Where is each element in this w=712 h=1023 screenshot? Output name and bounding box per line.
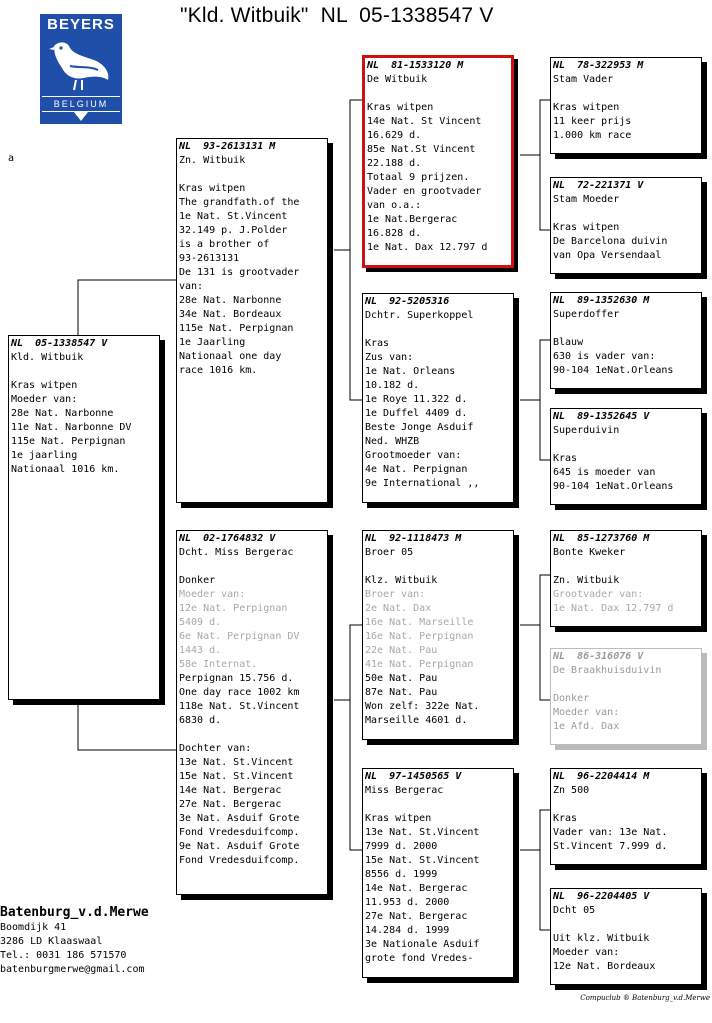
card-line: Fond Vredesduifcomp. xyxy=(179,855,300,866)
pedigree-card-dam-dam xyxy=(362,768,514,978)
card-line: 87e Nat. Pau xyxy=(365,687,438,698)
card-line: 1.000 km race xyxy=(553,130,632,141)
card-line: race 1016 km. xyxy=(179,365,258,376)
card-line xyxy=(553,678,699,692)
card-line: 11.953 d. 2000 xyxy=(365,897,450,908)
card-line: 12e Nat. Bordeaux xyxy=(553,961,656,972)
pigeon-name: Broer 05 xyxy=(365,547,414,558)
card-line: Kras witpen xyxy=(553,222,620,233)
card-line: 15e Nat. St.Vincent xyxy=(365,855,480,866)
card-line xyxy=(179,728,325,742)
logo-top-text: BEYERS xyxy=(47,16,115,33)
logo-band-text: BELGIUM xyxy=(42,96,120,112)
card-line: 1e Duffel 4409 d. xyxy=(365,408,468,419)
pigeon-name: De Braakhuisduivin xyxy=(553,665,662,676)
ring-number: NL 05-1338547 V xyxy=(11,338,108,349)
card-line: 14e Nat. St Vincent xyxy=(367,116,482,127)
card-line: Kras witpen xyxy=(365,813,432,824)
card-line: 22.188 d. xyxy=(367,158,422,169)
card-line: Nationaal 1016 km. xyxy=(11,464,120,475)
card-line: 14e Nat. Bergerac xyxy=(179,785,282,796)
card-line: 85e Nat.St Vincent xyxy=(367,144,476,155)
card-line: De 131 is grootvader xyxy=(179,267,300,278)
card-line-gray: 16e Nat. Perpignan xyxy=(365,631,474,642)
card-line: 645 is moeder van xyxy=(553,467,656,478)
card-line: 15e Nat. St.Vincent xyxy=(179,771,294,782)
ring-number: NL 92-5205316 xyxy=(365,296,450,307)
card-line: Kras witpen xyxy=(367,102,434,113)
pigeon-name: Superduivin xyxy=(553,425,620,436)
card-line: Vader van: 13e Nat. xyxy=(553,827,668,838)
card-line: The grandfath.of the xyxy=(179,197,300,208)
card-line-gray: 16e Nat. Marseille xyxy=(365,617,474,628)
card-line: 7999 d. 2000 xyxy=(365,841,438,852)
pigeon-name: Superdoffer xyxy=(553,309,620,320)
card-line: 3e Nationale Asduif xyxy=(365,939,480,950)
card-line: Moeder van: xyxy=(553,947,620,958)
card-line: 14e Nat. Bergerac xyxy=(365,883,468,894)
pedigree-card-sire xyxy=(176,138,328,503)
card-line: 16.828 d. xyxy=(367,228,422,239)
card-line: 93-2613131 xyxy=(179,253,240,264)
ring-number: NL 92-1118473 M xyxy=(365,533,462,544)
card-line: 8556 d. 1999 xyxy=(365,869,438,880)
card-line: 27e Nat. Bergerac xyxy=(365,911,468,922)
pedigree-card-dsd xyxy=(550,648,702,745)
card-line: Moeder van: xyxy=(553,707,620,718)
card-line: Kras witpen xyxy=(179,183,246,194)
card-line: is a brother of xyxy=(179,239,270,250)
card-line: Kras witpen xyxy=(553,102,620,113)
card-line-gray: 1443 d. xyxy=(179,645,222,656)
pedigree-card-sire-dam xyxy=(362,293,514,503)
card-line: St.Vincent 7.999 d. xyxy=(553,841,668,852)
card-line: Won zelf: 322e Nat. xyxy=(365,701,480,712)
pedigree-card-subject xyxy=(8,335,160,700)
card-line: 28e Nat. Narbonne xyxy=(11,408,114,419)
pedigree-card-ssd xyxy=(550,177,702,274)
pigeon-name: De Witbuik xyxy=(367,74,428,85)
card-line: Ned. WHZB xyxy=(365,436,420,447)
card-line: 1e Nat.Bergerac xyxy=(367,214,458,225)
card-line: 27e Nat. Bergerac xyxy=(179,799,282,810)
card-line-gray: Grootvader van: xyxy=(553,589,644,600)
card-line: 90-104 1eNat.Orleans xyxy=(553,365,674,376)
ring-number: NL 89-1352630 M xyxy=(553,295,650,306)
ring-number: NL 89-1352645 V xyxy=(553,411,650,422)
card-line: 10.182 d. xyxy=(365,380,420,391)
card-line: Dochter van: xyxy=(179,743,252,754)
card-line: 1e Nat. St.Vincent xyxy=(179,211,288,222)
card-line xyxy=(553,560,699,574)
pigeon-name: Dcht. Miss Bergerac xyxy=(179,547,294,558)
ring-number: NL 96-2204405 V xyxy=(553,891,650,902)
note-text: a xyxy=(8,153,15,164)
card-line: 14.284 d. 1999 xyxy=(365,925,450,936)
pedigree-card-dam xyxy=(176,530,328,895)
card-line: Donker xyxy=(179,575,216,586)
ring-number: NL 86-316076 V xyxy=(553,651,644,662)
card-line-gray: 5409 d. xyxy=(179,617,222,628)
card-line: Fond Vredesduifcomp. xyxy=(179,827,300,838)
card-line-gray: Moeder van: xyxy=(179,589,246,600)
card-line: 28e Nat. Narbonne xyxy=(179,295,282,306)
card-line: Kras xyxy=(553,453,578,464)
card-line xyxy=(365,323,511,337)
card-line: 32.149 p. J.Polder xyxy=(179,225,288,236)
card-line: 3e Nat. Asduif Grote xyxy=(179,813,300,824)
card-line xyxy=(553,322,699,336)
pedigree-card-sdd xyxy=(550,408,702,505)
pigeon-name: Miss Bergerac xyxy=(365,785,444,796)
ring-number: NL 02-1764832 V xyxy=(179,533,276,544)
pigeon-name: Zn 500 xyxy=(553,785,590,796)
owner-email[interactable]: batenburgmerwe@gmail.com xyxy=(0,964,145,975)
pedigree-card-sss xyxy=(550,57,702,154)
card-line-gray: 12e Nat. Perpignan xyxy=(179,603,288,614)
card-line-gray: 1e Nat. Dax 12.797 d xyxy=(553,603,674,614)
card-line: Kras xyxy=(553,813,578,824)
pigeon-name: Dchtr. Superkoppel xyxy=(365,310,474,321)
pigeon-name: Stam Vader xyxy=(553,74,614,85)
card-line xyxy=(11,365,157,379)
card-line: Zus van: xyxy=(365,352,414,363)
card-line: Grootmoeder van: xyxy=(365,450,462,461)
card-line: 1e Roye 11.322 d. xyxy=(365,394,468,405)
ring-number: NL 96-2204414 M xyxy=(553,771,650,782)
card-line: Totaal 9 prijzen. xyxy=(367,172,470,183)
pigeon-name: Stam Moeder xyxy=(553,194,620,205)
card-line: 34e Nat. Bordeaux xyxy=(179,309,282,320)
card-line: 11e Nat. Narbonne DV xyxy=(11,422,132,433)
card-line xyxy=(553,798,699,812)
card-line: Vader en grootvader xyxy=(367,186,482,197)
card-line: 1e jaarling xyxy=(11,450,78,461)
ring-number: NL 81-1533120 M xyxy=(367,60,464,71)
card-line-gray: Broer van: xyxy=(365,589,426,600)
card-line: Uit klz. Witbuik xyxy=(553,933,650,944)
card-line: 118e Nat. St.Vincent xyxy=(179,701,300,712)
pedigree-card-dss xyxy=(550,530,702,627)
ring-number: NL 97-1450565 V xyxy=(365,771,462,782)
card-line: 9e International ,, xyxy=(365,478,480,489)
card-line: 630 is vader van: xyxy=(553,351,656,362)
software-credit: Compuclub ® Batenburg_v.d.Merwe xyxy=(580,994,710,1002)
pigeon-name: Kld. Witbuik xyxy=(11,352,84,363)
card-line: Zn. Witbuik xyxy=(553,575,620,586)
card-line xyxy=(553,438,699,452)
card-line: 1e Jaarling xyxy=(179,337,246,348)
ring-number: NL 85-1273760 M xyxy=(553,533,650,544)
card-line: Kras xyxy=(365,338,390,349)
card-line: 1e Afd. Dax xyxy=(553,721,620,732)
card-line: 1e Nat. Orleans xyxy=(365,366,456,377)
card-line: 13e Nat. St.Vincent xyxy=(179,757,294,768)
card-line: 1e Nat. Dax 12.797 d xyxy=(367,242,488,253)
card-line: 115e Nat. Perpignan xyxy=(11,436,126,447)
pigeon-name: Zn. Witbuik xyxy=(179,155,246,166)
owner-name: Batenburg_v.d.Merwe xyxy=(0,905,149,920)
card-line xyxy=(553,87,699,101)
card-line: Perpignan 15.756 d. xyxy=(179,673,294,684)
card-line: 11 keer prijs xyxy=(553,116,632,127)
card-line-gray: 22e Nat. Pau xyxy=(365,645,438,656)
pedigree-card-sire-sire xyxy=(362,55,514,268)
card-line: 90-104 1eNat.Orleans xyxy=(553,481,674,492)
owner-phone: Tel.: 0031 186 571570 xyxy=(0,950,127,961)
card-line: Moeder van: xyxy=(11,394,78,405)
card-line-gray: 6e Nat. Perpignan DV xyxy=(179,631,300,642)
card-line: Blauw xyxy=(553,337,584,348)
card-line: Nationaal one day xyxy=(179,351,282,362)
ring-number: NL 78-322953 M xyxy=(553,60,644,71)
card-line: 16.629 d. xyxy=(367,130,422,141)
card-line: Kras witpen xyxy=(11,380,78,391)
pedigree-card-dds xyxy=(550,768,702,865)
card-line-gray: 58e Internat. xyxy=(179,659,258,670)
card-line: grote fond Vredes- xyxy=(365,953,474,964)
owner-address-city: 3286 LD Klaaswaal xyxy=(0,936,103,947)
card-line: 50e Nat. Pau xyxy=(365,673,438,684)
card-line: Klz. Witbuik xyxy=(365,575,438,586)
card-line: 13e Nat. St.Vincent xyxy=(365,827,480,838)
card-line: van o.a.: xyxy=(367,200,422,211)
card-line: 4e Nat. Perpignan xyxy=(365,464,468,475)
card-line xyxy=(179,168,325,182)
ring-number: NL 93-2613131 M xyxy=(179,141,276,152)
pedigree-card-dam-sire xyxy=(362,530,514,740)
pedigree-card-sds xyxy=(550,292,702,389)
pigeon-name: Bonte Kweker xyxy=(553,547,626,558)
card-line: One day race 1002 km xyxy=(179,687,300,698)
owner-address-street: Boomdijk 41 xyxy=(0,922,67,933)
card-line: 9e Nat. Asduif Grote xyxy=(179,841,300,852)
card-line: van Opa Versendaal xyxy=(553,250,662,261)
owner-block xyxy=(0,904,149,977)
pigeon-name: Dcht 05 xyxy=(553,905,596,916)
card-line: 115e Nat. Perpignan xyxy=(179,323,294,334)
card-line xyxy=(553,918,699,932)
card-line: Marseille 4601 d. xyxy=(365,715,468,726)
page-title: "Kld. Witbuik" NL 05-1338547 V xyxy=(180,4,494,27)
card-line: De Barcelona duivin xyxy=(553,236,668,247)
card-line xyxy=(365,798,511,812)
pedigree-card-ddd xyxy=(550,888,702,985)
ring-number: NL 72-221371 V xyxy=(553,180,644,191)
card-line xyxy=(553,207,699,221)
card-line-gray: 2e Nat. Dax xyxy=(365,603,432,614)
card-line: Donker xyxy=(553,693,590,704)
card-line xyxy=(367,87,509,101)
card-line xyxy=(365,560,511,574)
card-line xyxy=(179,560,325,574)
card-line: van: xyxy=(179,281,204,292)
card-line-gray: 41e Nat. Perpignan xyxy=(365,659,474,670)
card-line: 6830 d. xyxy=(179,715,222,726)
card-line: Beste Jonge Asduif xyxy=(365,422,474,433)
